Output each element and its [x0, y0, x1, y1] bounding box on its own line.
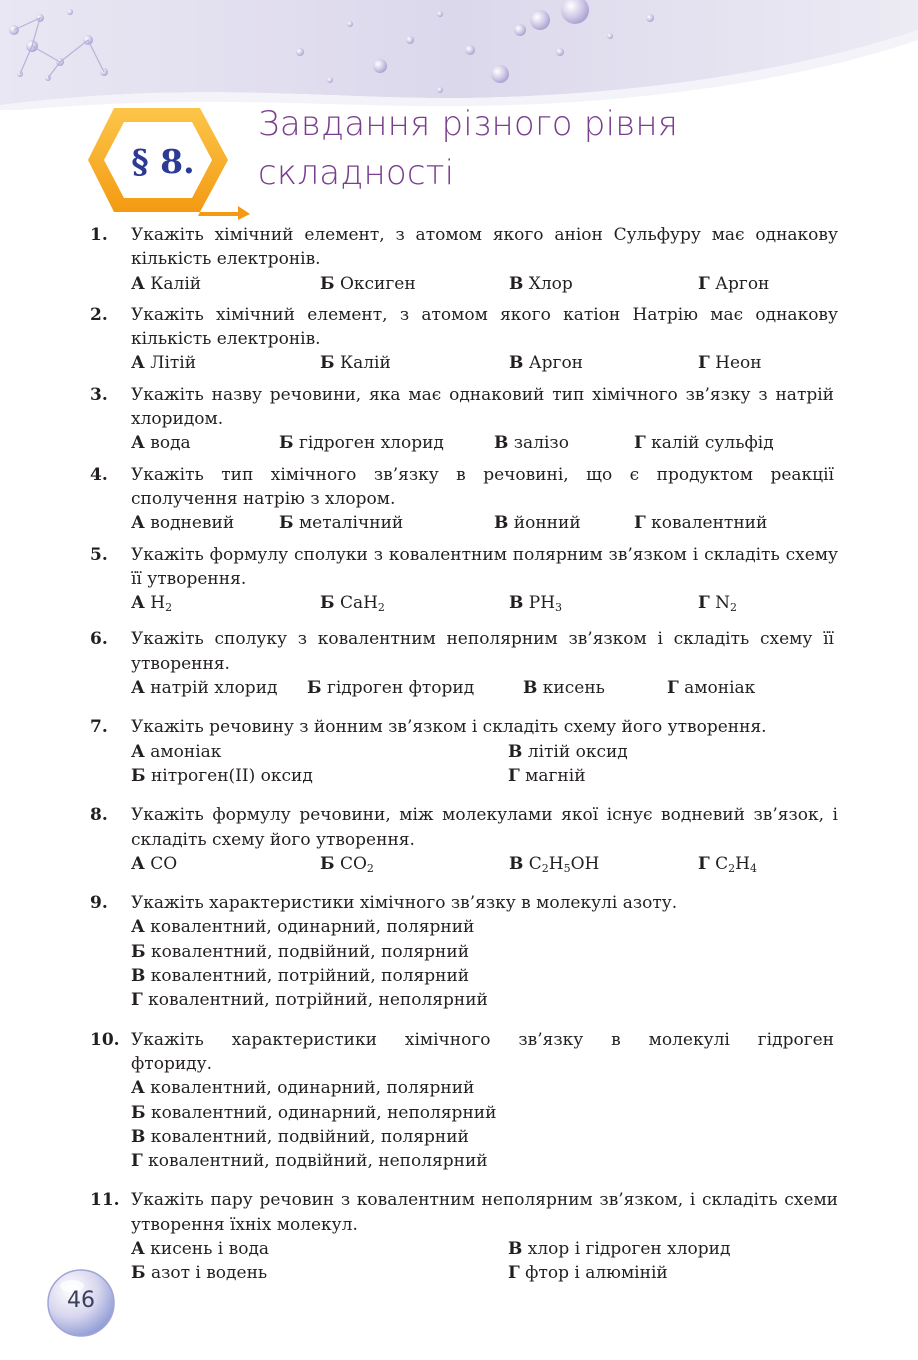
answer-option-h[interactable]: Г Аргон	[698, 273, 770, 294]
answer-option-v[interactable]: В ковалентний, потрійний, полярний	[131, 966, 470, 987]
header-decoration	[0, 0, 918, 110]
answer-option-b[interactable]: Б гідроген фторид	[307, 678, 475, 699]
answer-option-h[interactable]: Г $N_2$	[698, 593, 738, 615]
answer-option-b[interactable]: Б гідроген хлорид	[279, 433, 444, 454]
answer-option-v[interactable]: В літій оксид	[508, 741, 628, 762]
answer-option-v[interactable]: В Аргон	[509, 353, 584, 374]
task-number: 2.	[90, 304, 108, 325]
answer-option-a[interactable]: А CO	[131, 853, 178, 874]
answer-option-b[interactable]: Б ковалентний, одинарний, неполярний	[131, 1102, 497, 1123]
answer-option-v[interactable]: В $PH_3$	[509, 593, 563, 615]
answer-option-v[interactable]: В йонний	[494, 513, 581, 534]
task-7	[90, 715, 834, 788]
answer-option-a[interactable]: А натрій хлорид	[131, 678, 278, 699]
answer-option-h[interactable]: Г ковалентний, подвійний, неполярний	[131, 1151, 488, 1172]
title-line-1: Завдання різного рівня	[258, 104, 679, 144]
answer-option-a[interactable]: А Літій	[131, 353, 197, 374]
task-number: 7.	[90, 717, 108, 738]
title-line-2: складності	[258, 153, 455, 193]
answer-option-h[interactable]: Г Неон	[698, 353, 762, 374]
answer-option-v[interactable]: В хлор і гідроген хлорид	[508, 1238, 731, 1259]
task-3	[90, 383, 834, 456]
answer-option-h[interactable]: Г фтор і алюміній	[508, 1263, 668, 1284]
task-question: Укажіть формулу сполуки з ковалентним полярним зв’язком і складіть схему її утворення.	[131, 544, 838, 589]
task-number: 11.	[90, 1190, 120, 1211]
answer-option-b[interactable]: Б ковалентний, подвійний, полярний	[131, 941, 470, 962]
answer-option-b[interactable]: Б металічний	[279, 513, 404, 534]
answer-option-h[interactable]: Г ковалентний, потрійний, неполярний	[131, 990, 488, 1011]
page-number: 46	[67, 1288, 95, 1313]
task-question: Укажіть характеристики хімічного зв’язку в молекулі азоту.	[131, 893, 678, 914]
answer-option-h[interactable]: Г ковалентний	[634, 513, 768, 534]
answer-option-v[interactable]: В кисень	[523, 678, 605, 699]
task-number: 3.	[90, 384, 108, 405]
answer-option-h[interactable]: Г калій сульфід	[634, 433, 774, 454]
task-4	[90, 463, 834, 536]
task-number: 6.	[90, 629, 108, 650]
answer-option-b[interactable]: Б Калій	[320, 353, 391, 374]
task-2	[90, 303, 838, 376]
answer-option-v[interactable]: В $C_2H_5OH$	[509, 853, 600, 875]
answer-option-v[interactable]: В Хлор	[509, 273, 573, 294]
answer-option-a[interactable]: А амоніак	[131, 741, 222, 762]
task-question: Укажіть пару речовин з ковалентним неполярним зв’язком, і складіть схеми утворення їхніх молекул.	[131, 1190, 838, 1235]
answer-option-v[interactable]: В залізо	[494, 433, 569, 454]
answer-option-a[interactable]: А ковалентний, одинарний, полярний	[131, 917, 475, 938]
answer-option-b[interactable]: Б $CO_2$	[320, 853, 374, 875]
task-question: Укажіть назву речовини, яка має однаковий тип хімічного зв’язку з натрій хлоридом.	[131, 384, 834, 430]
page-title	[258, 100, 858, 198]
task-10	[90, 1028, 834, 1174]
task-question: Укажіть тип хімічного зв’язку в речовині, що є продуктом реакції сполучення натрію з хлором.	[131, 464, 834, 509]
task-9	[90, 891, 834, 1012]
answer-option-b[interactable]: Б Оксиген	[320, 273, 416, 294]
section-number: § 8.	[131, 142, 195, 181]
task-question: Укажіть хімічний елемент, з атомом якого катіон Натрію має однакову кількість електронів.	[131, 304, 838, 350]
task-8	[90, 803, 838, 876]
task-number: 10.	[90, 1029, 120, 1050]
task-question: Укажіть сполуку з ковалентним неполярним зв’язком і складіть схему її утворення.	[131, 629, 834, 674]
task-1	[90, 223, 838, 296]
answer-option-a[interactable]: А водневий	[131, 513, 235, 534]
answer-option-b[interactable]: Б CaH$_2$	[320, 593, 385, 615]
answer-option-b[interactable]: Б нітроген(II) оксид	[131, 765, 313, 786]
task-5	[90, 543, 838, 616]
task-number: 8.	[90, 805, 108, 826]
task-number: 9.	[90, 893, 108, 914]
task-list	[90, 223, 838, 1286]
answer-option-a[interactable]: А Калій	[131, 273, 202, 294]
answer-option-a[interactable]: А $H_2$	[131, 593, 173, 615]
answer-option-v[interactable]: В ковалентний, подвійний, полярний	[131, 1126, 469, 1147]
task-question: Укажіть речовину з йонним зв’язком і складіть схему його утворення.	[131, 717, 767, 738]
answer-option-h[interactable]: Г $C_2H_4$	[698, 853, 757, 875]
task-question: Укажіть хімічний елемент, з атомом якого аніон Сульфуру має однакову кількість електронів.	[131, 225, 838, 270]
answer-option-a[interactable]: А ковалентний, одинарний, полярний	[131, 1078, 475, 1099]
task-number: 4.	[90, 464, 108, 485]
task-question: Укажіть характеристики хімічного зв’язку в молекулі гідроген фториду.	[131, 1029, 834, 1074]
task-11	[90, 1188, 838, 1285]
task-number: 1.	[90, 225, 108, 245]
answer-option-a[interactable]: А кисень і вода	[131, 1238, 270, 1259]
task-number: 5.	[90, 544, 108, 565]
answer-option-h[interactable]: Г амоніак	[667, 678, 756, 699]
answer-option-a[interactable]: А вода	[131, 433, 191, 454]
task-6	[90, 627, 834, 700]
answer-option-b[interactable]: Б азот і водень	[131, 1263, 268, 1284]
answer-option-h[interactable]: Г магній	[508, 765, 586, 786]
task-question: Укажіть формулу речовини, між молекулами якої існує водневий зв’язок, і складіть схему його утворення.	[131, 805, 838, 850]
